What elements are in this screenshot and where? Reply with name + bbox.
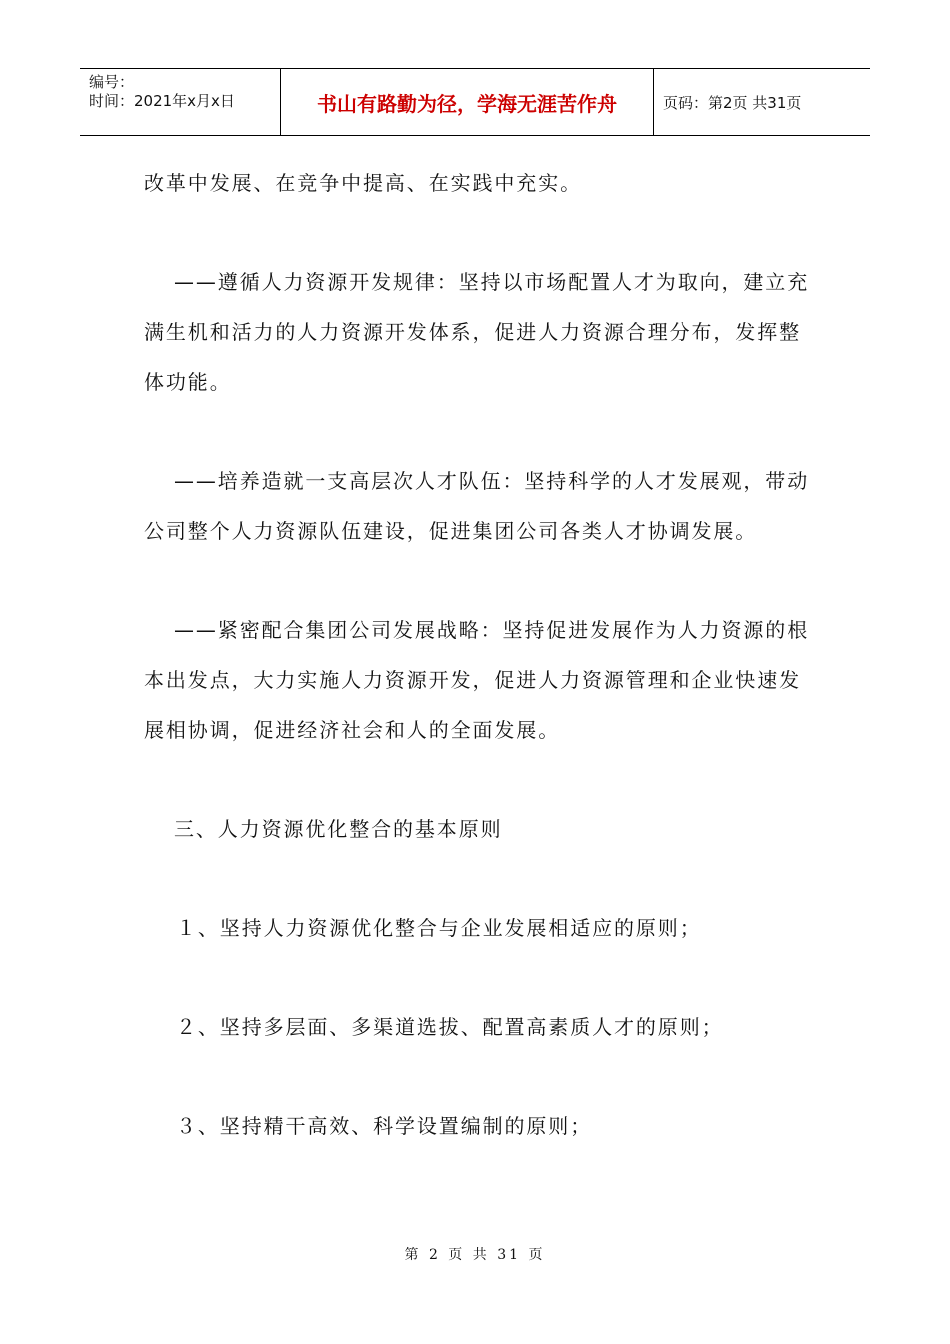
principle-item: ２、坚持多层面、多渠道选拔、配置高素质人才的原则； [176,1015,724,1039]
paragraph-talent-team: ——培养造就一支高层次人才队伍：坚持科学的人才发展观，带动公司整个人力资源队伍建设，促进集团公司各类人才协调发展。 [144,469,810,543]
document-date-label: 时间：2021年x月x日 [89,92,235,110]
page-footer: 第 2 页 共 31 页 [404,1247,546,1263]
document-body [144,158,810,1151]
section-heading: 三、人力资源优化整合的基本原则 [174,817,503,841]
header-page-info: 页码：第2页 共31页 [663,93,802,112]
paragraph-group-strategy: ——紧密配合集团公司发展战略：坚持促进发展作为人力资源的根本出发点，大力实施人力资源开发，促进人力资源管理和企业快速发展相协调，促进经济社会和人的全面发展。 [144,618,810,742]
principle-item: １、坚持人力资源优化整合与企业发展相适应的原则； [176,916,702,940]
principle-item: ３、坚持精干高效、科学设置编制的原则； [176,1114,593,1138]
paragraph-continuation: 改革中发展、在竞争中提高、在实践中充实。 [144,171,582,195]
document-header [80,68,870,136]
paragraph-hr-development-rules: ——遵循人力资源开发规律：坚持以市场配置人才为取向，建立充满生机和活力的人力资源开发体系，促进人力资源合理分布，发挥整体功能。 [144,270,810,394]
document-number-label: 编号： [89,73,135,91]
header-meta-cell [80,69,281,135]
header-motto: 书山有路勤为径，学海无涯苦作舟 [281,69,654,135]
